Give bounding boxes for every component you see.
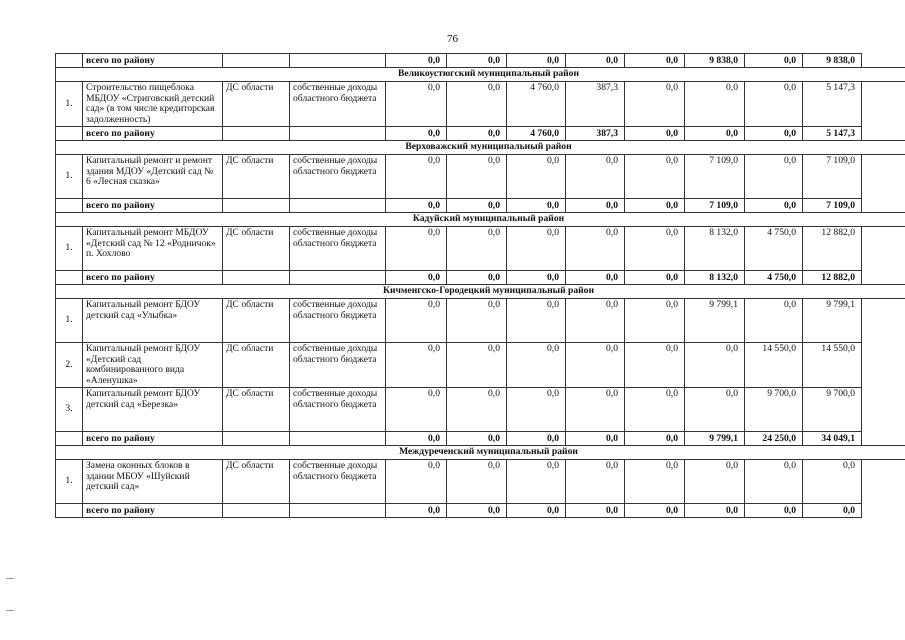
value-cell: 9 799,1 bbox=[685, 299, 745, 343]
value-cell: 0,0 bbox=[685, 388, 745, 432]
value-cell: 0,0 bbox=[625, 388, 685, 432]
row-number: 1. bbox=[56, 82, 83, 127]
value-cell: 0,0 bbox=[386, 199, 447, 213]
value-cell: 0,0 bbox=[386, 299, 447, 343]
district-total-row bbox=[56, 432, 905, 446]
total-label: всего по району bbox=[83, 432, 223, 446]
value-cell: 0,0 bbox=[566, 432, 625, 446]
value-cell: 0,0 bbox=[625, 343, 685, 388]
ds-cell bbox=[223, 271, 290, 285]
value-cell: 0,0 bbox=[386, 460, 447, 504]
source-cell: собственные доходы областного бюджета bbox=[290, 82, 386, 127]
district-name: Кичменгско-Городецкий муниципальный район bbox=[56, 285, 905, 299]
district-section-row bbox=[56, 68, 905, 82]
value-cell: 12 882,0 bbox=[803, 271, 862, 285]
value-cell: 9 838,0 bbox=[803, 54, 862, 68]
source-cell bbox=[290, 199, 386, 213]
value-cell: 0,0 bbox=[685, 460, 745, 504]
value-cell: 5 147,3 bbox=[803, 82, 862, 127]
row-number: 2. bbox=[56, 343, 83, 388]
district-section-row bbox=[56, 213, 905, 227]
value-cell: 0,0 bbox=[566, 299, 625, 343]
value-cell: 14 550,0 bbox=[803, 343, 862, 388]
value-cell: 34 049,1 bbox=[803, 432, 862, 446]
value-cell: 0,0 bbox=[745, 155, 803, 199]
value-cell: 0,0 bbox=[685, 343, 745, 388]
value-cell: 0,0 bbox=[386, 388, 447, 432]
district-section-row bbox=[56, 285, 905, 299]
project-name: Капитальный ремонт БДОУ «Детский сад комбинированного вида «Аленушка» bbox=[83, 343, 223, 388]
source-cell: собственные доходы областного бюджета bbox=[290, 227, 386, 271]
value-cell: 5 147,3 bbox=[803, 127, 862, 141]
margin-tick bbox=[6, 610, 14, 611]
value-cell: 0,0 bbox=[745, 460, 803, 504]
value-cell: 0,0 bbox=[447, 227, 507, 271]
value-cell: 0,0 bbox=[745, 82, 803, 127]
value-cell: 0,0 bbox=[507, 343, 566, 388]
row-number bbox=[56, 199, 83, 213]
value-cell: 0,0 bbox=[625, 299, 685, 343]
ds-cell: ДС области bbox=[223, 460, 290, 504]
value-cell: 4 750,0 bbox=[745, 227, 803, 271]
value-cell: 0,0 bbox=[625, 54, 685, 68]
row-number bbox=[56, 127, 83, 141]
project-name: Строительство пищеблока МБДОУ «Стриговский детский сад» (в том числе кредиторская задолженность) bbox=[83, 82, 223, 127]
value-cell: 0,0 bbox=[745, 199, 803, 213]
value-cell: 0,0 bbox=[507, 199, 566, 213]
source-cell bbox=[290, 504, 386, 518]
value-cell: 0,0 bbox=[566, 155, 625, 199]
value-cell: 0,0 bbox=[507, 388, 566, 432]
value-cell: 0,0 bbox=[447, 54, 507, 68]
value-cell: 0,0 bbox=[507, 54, 566, 68]
margin-tick bbox=[6, 578, 14, 579]
value-cell: 0,0 bbox=[685, 504, 745, 518]
value-cell: 0,0 bbox=[566, 54, 625, 68]
ds-cell bbox=[223, 199, 290, 213]
row-number: 3. bbox=[56, 388, 83, 432]
value-cell: 4 750,0 bbox=[745, 271, 803, 285]
value-cell: 0,0 bbox=[745, 127, 803, 141]
source-cell bbox=[290, 127, 386, 141]
project-name: Капитальный ремонт БДОУ детский сад «Улыбка» bbox=[83, 299, 223, 343]
project-name: Капитальный ремонт МБДОУ «Детский сад № 12 «Родничок» п. Хохлово bbox=[83, 227, 223, 271]
row-number bbox=[56, 432, 83, 446]
district-name: Великоустюгский муниципальный район bbox=[56, 68, 905, 82]
value-cell: 0,0 bbox=[386, 343, 447, 388]
district-name: Верховажский муниципальный район bbox=[56, 141, 905, 155]
value-cell: 0,0 bbox=[745, 504, 803, 518]
value-cell: 0,0 bbox=[447, 388, 507, 432]
row-number: 1. bbox=[56, 155, 83, 199]
value-cell: 0,0 bbox=[386, 432, 447, 446]
value-cell: 8 132,0 bbox=[685, 271, 745, 285]
value-cell: 0,0 bbox=[447, 432, 507, 446]
row-number bbox=[56, 504, 83, 518]
value-cell: 0,0 bbox=[507, 432, 566, 446]
value-cell: 0,0 bbox=[625, 127, 685, 141]
source-cell: собственные доходы областного бюджета bbox=[290, 343, 386, 388]
project-row bbox=[56, 388, 905, 432]
ds-cell: ДС области bbox=[223, 343, 290, 388]
row-number bbox=[56, 271, 83, 285]
value-cell: 0,0 bbox=[447, 460, 507, 504]
value-cell: 9 700,0 bbox=[745, 388, 803, 432]
value-cell: 0,0 bbox=[625, 155, 685, 199]
value-cell: 0,0 bbox=[566, 227, 625, 271]
source-cell bbox=[290, 54, 386, 68]
value-cell: 9 838,0 bbox=[685, 54, 745, 68]
value-cell: 0,0 bbox=[625, 460, 685, 504]
district-name: Междуреченский муниципальный район bbox=[56, 446, 905, 460]
source-cell bbox=[290, 432, 386, 446]
budget-table bbox=[55, 53, 905, 518]
district-total-row bbox=[56, 127, 905, 141]
value-cell: 7 109,0 bbox=[803, 199, 862, 213]
value-cell: 0,0 bbox=[507, 299, 566, 343]
value-cell: 7 109,0 bbox=[685, 199, 745, 213]
ds-cell: ДС области bbox=[223, 388, 290, 432]
value-cell: 0,0 bbox=[447, 199, 507, 213]
district-total-row bbox=[56, 54, 905, 68]
source-cell: собственные доходы областного бюджета bbox=[290, 155, 386, 199]
value-cell: 0,0 bbox=[507, 460, 566, 504]
value-cell: 8 132,0 bbox=[685, 227, 745, 271]
district-section-row bbox=[56, 141, 905, 155]
value-cell: 7 109,0 bbox=[803, 155, 862, 199]
value-cell: 9 799,1 bbox=[685, 432, 745, 446]
value-cell: 9 700,0 bbox=[803, 388, 862, 432]
source-cell: собственные доходы областного бюджета bbox=[290, 388, 386, 432]
value-cell: 0,0 bbox=[745, 54, 803, 68]
value-cell: 0,0 bbox=[386, 82, 447, 127]
value-cell: 0,0 bbox=[447, 343, 507, 388]
total-label: всего по району bbox=[83, 127, 223, 141]
value-cell: 14 550,0 bbox=[745, 343, 803, 388]
ds-cell bbox=[223, 432, 290, 446]
value-cell: 0,0 bbox=[447, 504, 507, 518]
value-cell: 0,0 bbox=[625, 271, 685, 285]
district-total-row bbox=[56, 199, 905, 213]
project-row bbox=[56, 82, 905, 127]
value-cell: 0,0 bbox=[803, 460, 862, 504]
value-cell: 4 760,0 bbox=[507, 82, 566, 127]
ds-cell bbox=[223, 54, 290, 68]
project-name: Капитальный ремонт и ремонт здания МДОУ «Детский сад № 6 «Лесная сказка» bbox=[83, 155, 223, 199]
value-cell: 0,0 bbox=[566, 343, 625, 388]
project-row bbox=[56, 343, 905, 388]
value-cell: 0,0 bbox=[386, 127, 447, 141]
value-cell: 0,0 bbox=[625, 504, 685, 518]
total-label: всего по району bbox=[83, 54, 223, 68]
value-cell: 0,0 bbox=[685, 82, 745, 127]
value-cell: 0,0 bbox=[685, 127, 745, 141]
district-total-row bbox=[56, 504, 905, 518]
project-row bbox=[56, 299, 905, 343]
value-cell: 0,0 bbox=[507, 227, 566, 271]
source-cell: собственные доходы областного бюджета bbox=[290, 299, 386, 343]
row-number: 1. bbox=[56, 227, 83, 271]
value-cell: 0,0 bbox=[625, 199, 685, 213]
value-cell: 0,0 bbox=[447, 82, 507, 127]
project-row bbox=[56, 155, 905, 199]
source-cell bbox=[290, 271, 386, 285]
value-cell: 0,0 bbox=[386, 155, 447, 199]
total-label: всего по району bbox=[83, 199, 223, 213]
value-cell: 0,0 bbox=[447, 127, 507, 141]
ds-cell: ДС области bbox=[223, 227, 290, 271]
value-cell: 0,0 bbox=[386, 227, 447, 271]
value-cell: 0,0 bbox=[566, 388, 625, 432]
value-cell: 0,0 bbox=[803, 504, 862, 518]
value-cell: 24 250,0 bbox=[745, 432, 803, 446]
page-number: 76 bbox=[447, 33, 458, 45]
value-cell: 0,0 bbox=[566, 504, 625, 518]
project-row bbox=[56, 460, 905, 504]
value-cell: 0,0 bbox=[386, 271, 447, 285]
value-cell: 0,0 bbox=[447, 155, 507, 199]
row-number bbox=[56, 54, 83, 68]
value-cell: 0,0 bbox=[507, 271, 566, 285]
value-cell: 0,0 bbox=[507, 155, 566, 199]
row-number: 1. bbox=[56, 460, 83, 504]
value-cell: 12 882,0 bbox=[803, 227, 862, 271]
value-cell: 0,0 bbox=[566, 271, 625, 285]
value-cell: 0,0 bbox=[566, 199, 625, 213]
value-cell: 0,0 bbox=[625, 432, 685, 446]
value-cell: 0,0 bbox=[386, 54, 447, 68]
value-cell: 0,0 bbox=[386, 504, 447, 518]
district-name: Кадуйский муниципальный район bbox=[56, 213, 905, 227]
district-section-row bbox=[56, 446, 905, 460]
value-cell: 387,3 bbox=[566, 82, 625, 127]
ds-cell bbox=[223, 504, 290, 518]
project-name: Замена оконных блоков в здании МБОУ «Шуйский детский сад» bbox=[83, 460, 223, 504]
value-cell: 9 799,1 bbox=[803, 299, 862, 343]
project-row bbox=[56, 227, 905, 271]
district-total-row bbox=[56, 271, 905, 285]
value-cell: 0,0 bbox=[625, 227, 685, 271]
value-cell: 0,0 bbox=[745, 299, 803, 343]
ds-cell bbox=[223, 127, 290, 141]
source-cell: собственные доходы областного бюджета bbox=[290, 460, 386, 504]
value-cell: 4 760,0 bbox=[507, 127, 566, 141]
value-cell: 387,3 bbox=[566, 127, 625, 141]
value-cell: 0,0 bbox=[625, 82, 685, 127]
value-cell: 0,0 bbox=[507, 504, 566, 518]
row-number: 1. bbox=[56, 299, 83, 343]
value-cell: 7 109,0 bbox=[685, 155, 745, 199]
total-label: всего по району bbox=[83, 271, 223, 285]
total-label: всего по району bbox=[83, 504, 223, 518]
ds-cell: ДС области bbox=[223, 299, 290, 343]
value-cell: 0,0 bbox=[447, 271, 507, 285]
value-cell: 0,0 bbox=[447, 299, 507, 343]
value-cell: 0,0 bbox=[566, 460, 625, 504]
project-name: Капитальный ремонт БДОУ детский сад «Березка» bbox=[83, 388, 223, 432]
ds-cell: ДС области bbox=[223, 155, 290, 199]
ds-cell: ДС области bbox=[223, 82, 290, 127]
